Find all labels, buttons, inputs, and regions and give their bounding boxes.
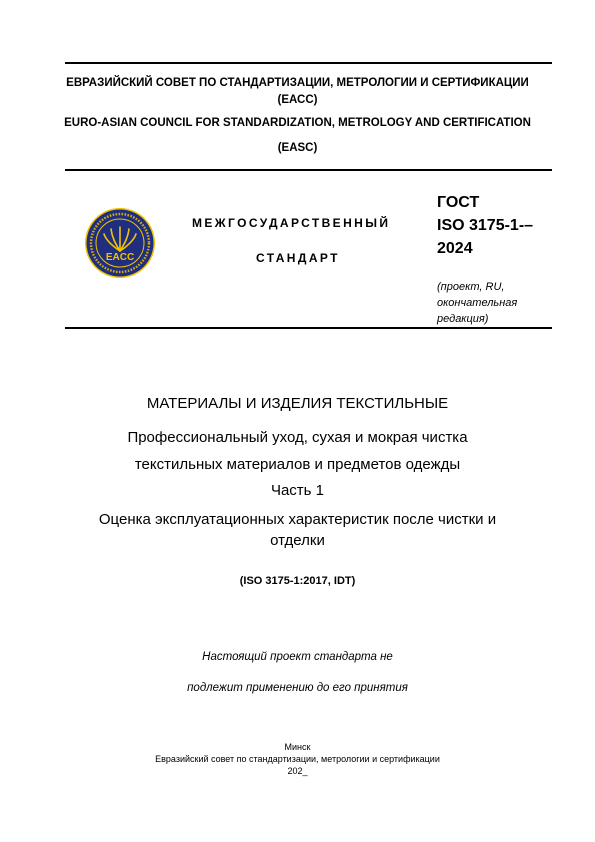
- subtitle-line1: Профессиональный уход, сухая и мокрая чистка: [127, 429, 468, 446]
- gost-label: ГОСТ: [437, 194, 480, 211]
- header-rule: [65, 169, 552, 171]
- council-name-ru: ЕВРАЗИЙСКИЙ СОВЕТ ПО СТАНДАРТИЗАЦИИ, МЕТРОЛОГИИ И СЕРТИФИКАЦИИ: [66, 77, 529, 89]
- footer-city: Минск: [284, 742, 311, 752]
- footer-year: 202_: [287, 766, 308, 776]
- logo-text: EACC: [105, 252, 135, 263]
- part-number: Часть 1: [270, 482, 325, 499]
- eacc-logo: [84, 207, 156, 279]
- standard-type-line1: МЕЖГОСУДАРСТВЕННЫЙ: [192, 216, 391, 230]
- draft-note-line3: редакция): [437, 313, 489, 325]
- council-name-en: EURO-ASIAN COUNCIL FOR STANDARDIZATION, METROLOGY AND CERTIFICATION: [64, 117, 531, 129]
- council-abbr-en: (EASC): [277, 142, 318, 154]
- eacc-logo-emblem: [84, 207, 156, 279]
- footer-publisher: Евразийский совет по стандартизации, метрологии и сертификации: [155, 754, 440, 764]
- notice-line1: Настоящий проект стандарта не: [202, 651, 393, 663]
- document-title: МАТЕРИАЛЫ И ИЗДЕЛИЯ ТЕКСТИЛЬНЫЕ: [146, 395, 449, 412]
- iso-reference: (ISO 3175-1:2017, IDT): [239, 575, 356, 587]
- part-title-line2: отделки: [270, 532, 325, 549]
- part-title-line1: Оценка эксплуатационных характеристик после чистки и: [98, 511, 497, 528]
- notice-line2: подлежит применению до его принятия: [187, 682, 408, 694]
- standard-type-line2: СТАНДАРТ: [256, 251, 340, 265]
- gost-number: ISO 3175-1-–: [437, 217, 534, 234]
- subtitle-line2: текстильных материалов и предметов одежды: [134, 456, 461, 473]
- designation-rule: [65, 327, 552, 329]
- top-rule: [65, 62, 552, 64]
- draft-note-line1: (проект, RU,: [437, 281, 505, 293]
- draft-note-line2: окончательная: [437, 297, 518, 309]
- gost-year: 2024: [437, 240, 473, 257]
- council-abbr-ru: (ЕАСС): [277, 94, 318, 106]
